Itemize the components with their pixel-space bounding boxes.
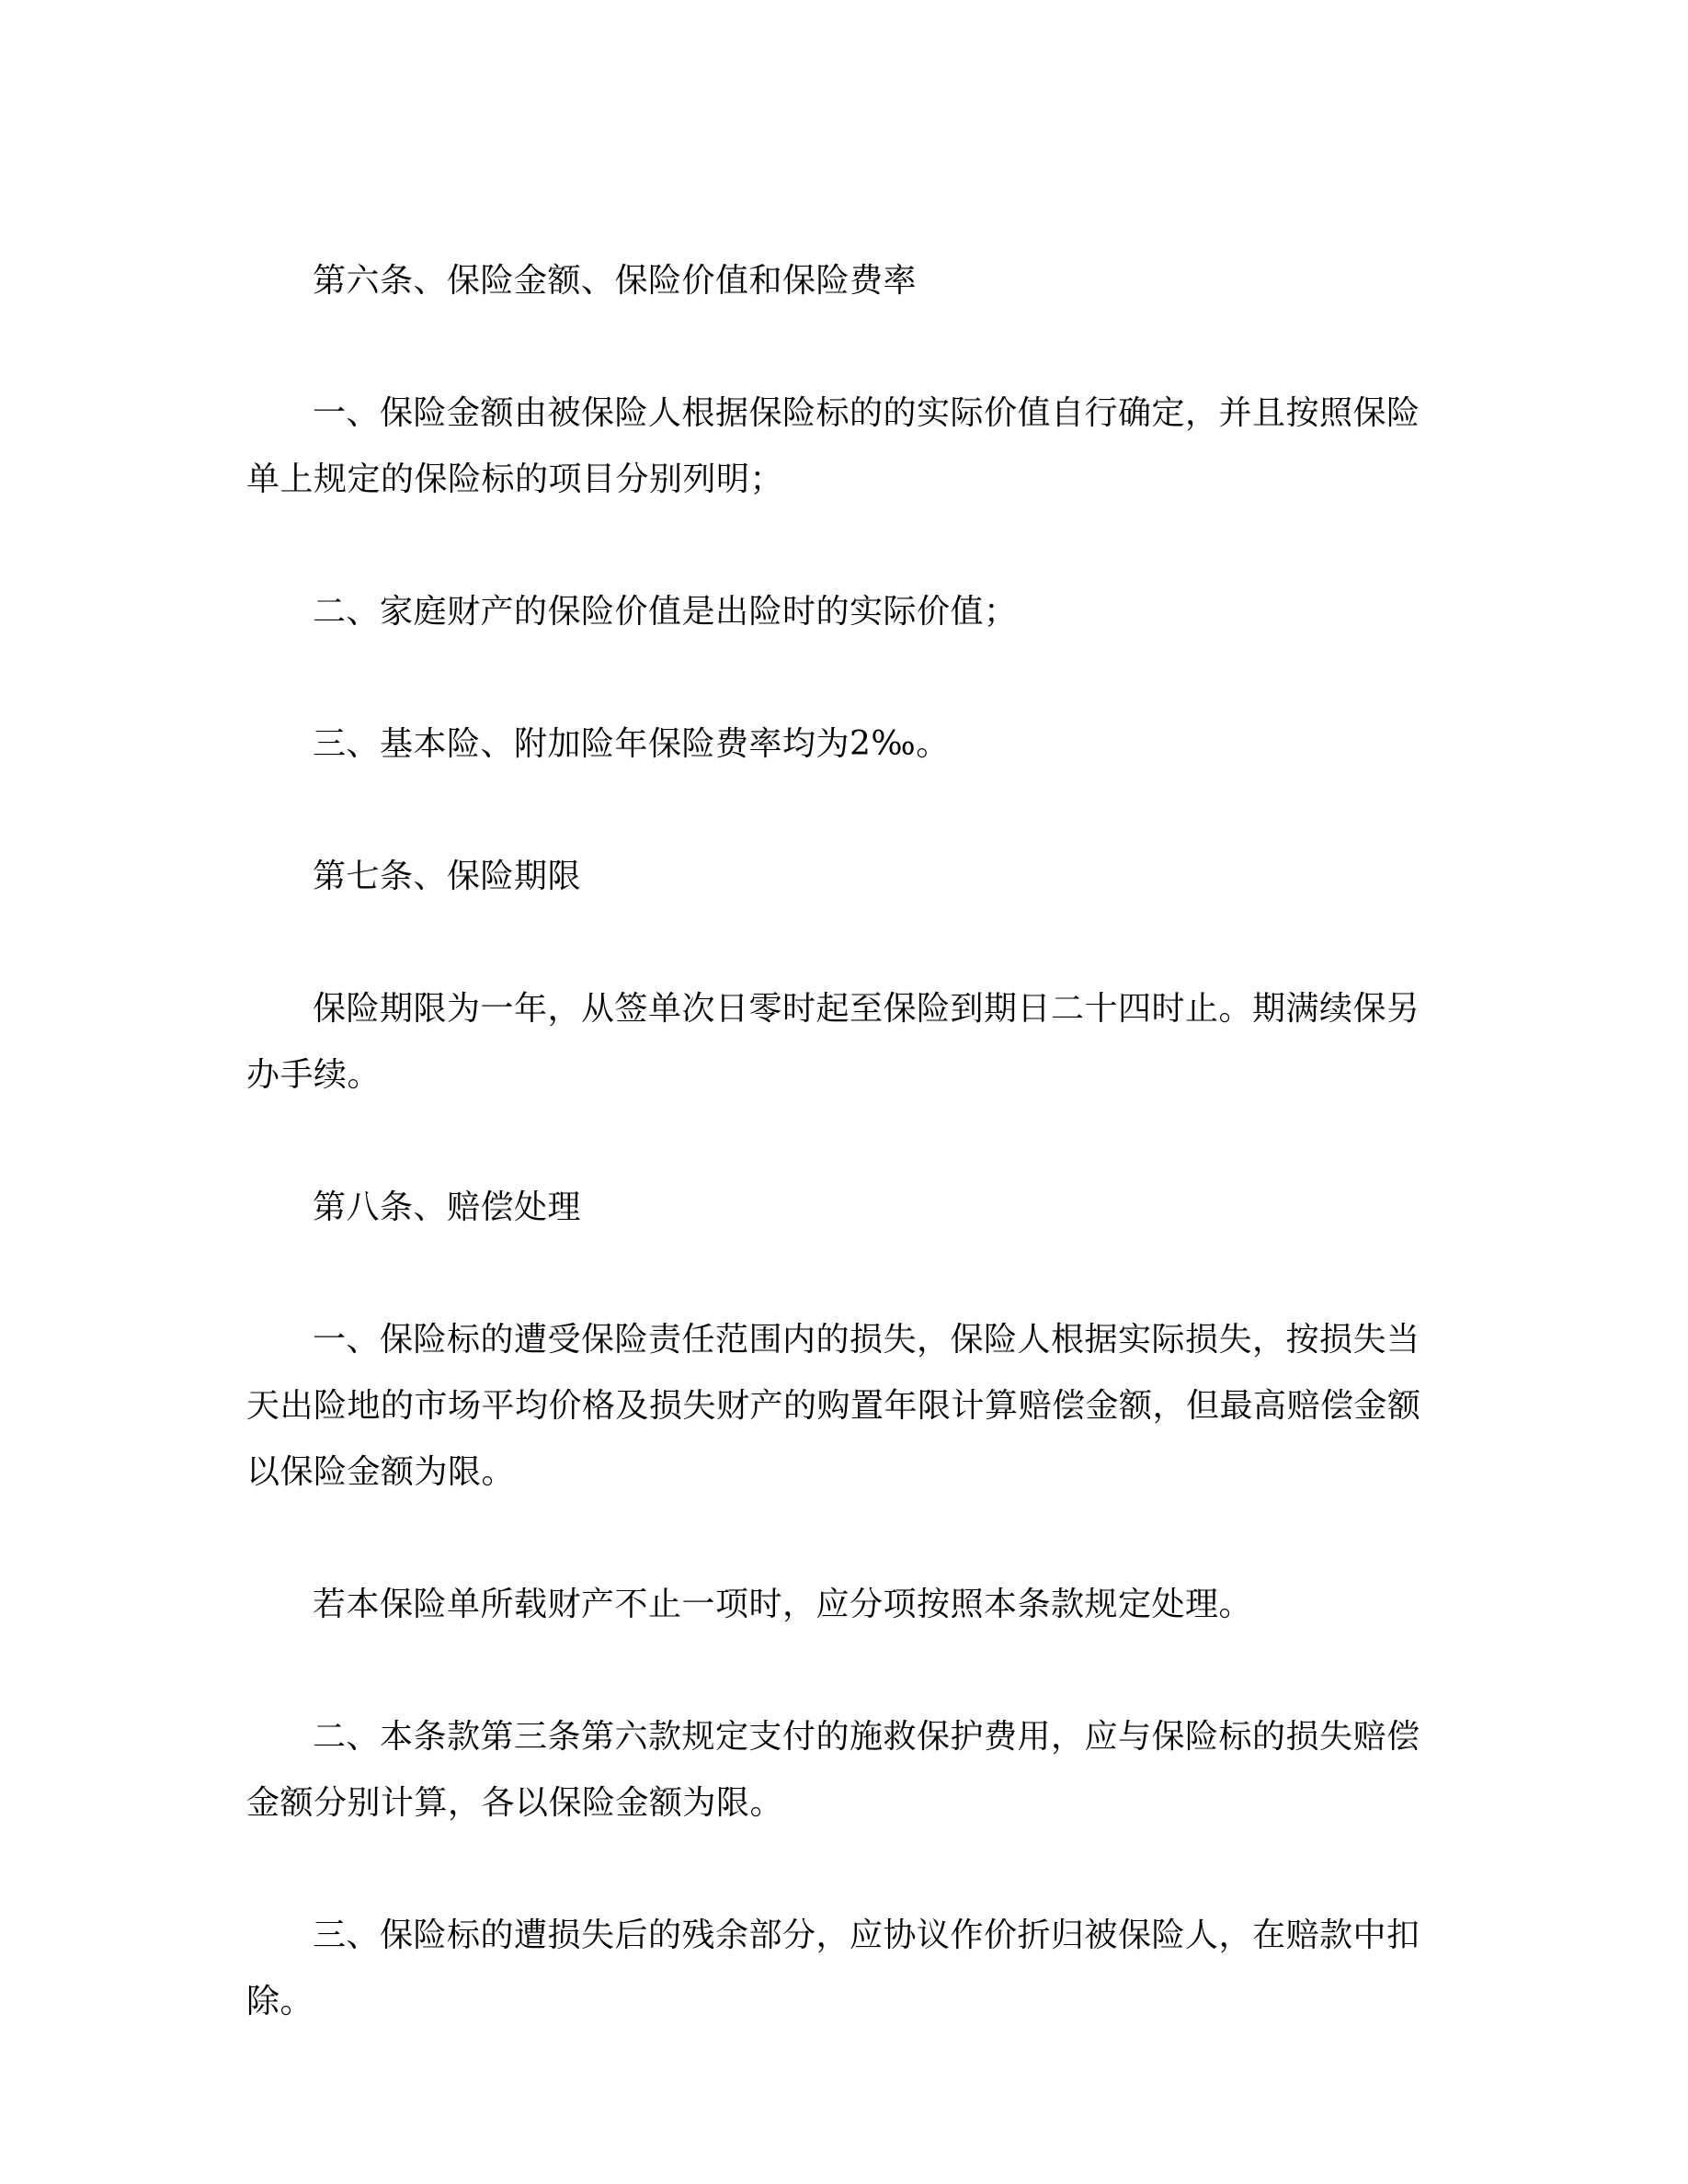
paragraph-gap <box>246 1506 1442 1572</box>
paragraph-gap <box>246 1837 1442 1903</box>
paragraph-gap <box>246 778 1442 844</box>
article-8-note: 若本保险单所载财产不止一项时，应分项按照本条款规定处理。 <box>313 1586 1253 1623</box>
paragraph-gap <box>246 314 1442 381</box>
article-7-body: 保险期限为一年，从签单次日零时起至保险到期日二十四时止。期满续保另办手续。 <box>246 990 1420 1094</box>
paragraph-gap <box>246 1109 1442 1175</box>
paragraph-gap <box>246 1638 1442 1704</box>
article-8-clause-3: 三、保险标的遭损失后的残余部分，应协议作价折归被保险人，在赔款中扣除。 <box>246 1917 1420 2020</box>
paragraph-gap <box>246 513 1442 579</box>
paragraph-gap <box>246 645 1442 711</box>
paragraph-gap <box>246 910 1442 976</box>
article-6-heading: 第六条、保险金额、保险价值和保险费率 <box>313 262 918 300</box>
article-8-heading: 第八条、赔偿处理 <box>313 1189 582 1226</box>
article-7-heading: 第七条、保险期限 <box>313 858 582 895</box>
article-8-clause-1: 一、保险标的遭受保险责任范围内的损失，保险人根据实际损失，按损失当天出险地的市场平均价格及损失财产的购置年限计算赔偿金额，但最高赔偿金额以保险金额为限。 <box>246 1321 1421 1491</box>
article-6-clause-1: 一、保险金额由被保险人根据保险标的的实际价值自行确定，并且按照保险单上规定的保险标的项目分别列明； <box>246 394 1420 498</box>
article-6-clause-2: 二、家庭财产的保险价值是出险时的实际价值； <box>313 593 1018 631</box>
article-6-clause-3: 三、基本险、附加险年保险费率均为2‰。 <box>313 725 950 763</box>
article-8-clause-2: 二、本条款第三条第六款规定支付的施救保护费用，应与保险标的损失赔偿金额分别计算，各以保险金额为限。 <box>246 1718 1420 1822</box>
paragraph-gap <box>246 1241 1442 1307</box>
document-page <box>246 248 1442 2035</box>
